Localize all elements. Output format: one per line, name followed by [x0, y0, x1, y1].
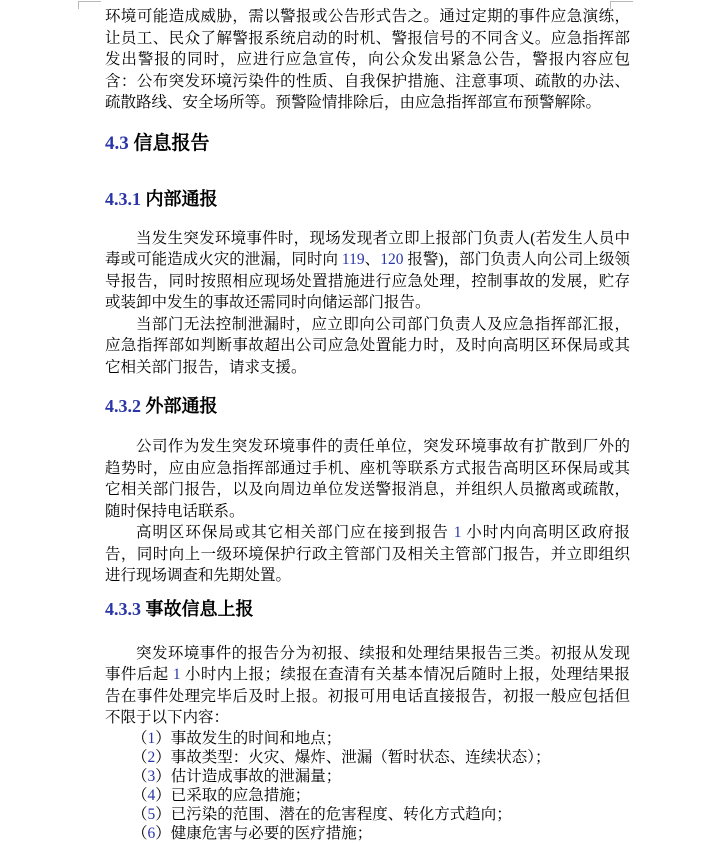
external-notification-paragraph-1: 公司作为发生突发环境事件的责任单位，突发环境事故有扩散到厂外的趋势时，应由应急指挥部通过手机、座机等联系方式报告高明区环保局或其它相关部门报告，以及向周边单位发送警报消息，并组织人员撤离或疏散，随时保持电话联系。: [105, 438, 630, 520]
heading-4-3-2-external-notification: 4.3.2 外部通报: [105, 396, 218, 416]
external-notification-paragraph-2: 高明区环保局或其它相关部门应在接到报告 1 小时内向高明区政府报告，同时向上一级环境保护行政主管部门及相关主管部门报告，并立即组织进行现场调查和先期处置。: [105, 524, 630, 584]
internal-notification-paragraph-1: 当发生突发环境事件时，现场发现者立即上报部门负责人(若发生人员中毒或可能造成火灾的泄漏，同时向 119、120 报警)，部门负责人向公司上级领导报告，同时按照相应现场处置措施进行应急处理，控制事故的发展，贮存或装卸中发生的事故还需同时向储运部门报告。: [105, 229, 630, 311]
heading-4-3-3-accident-info-report: 4.3.3 事故信息上报: [105, 598, 254, 619]
accident-report-paragraph: 突发环境事件的报告分为初报、续报和处理结果报告三类。初报从发现事件后起 1 小时内上报；续报在查清有关基本情况后随时上报，处理结果报告在事件处理完毕后及时上报。初报可用电话直接报告，初报一般应包括但不限于以下内容：: [105, 644, 630, 726]
heading-4-3-information-report: 4.3 信息报告: [105, 132, 210, 154]
list-item-6: （6）健康危害与必要的医疗措施；: [132, 824, 373, 842]
list-item-3: （3）估计造成事故的泄漏量；: [132, 767, 342, 785]
internal-notification-paragraph-2: 当部门无法控制泄漏时，应立即向公司部门负责人及应急指挥部汇报，应急指挥部如判断事故超出公司应急处置能力时，及时向高明区环保局或其它相关部门报告，请求支援。: [105, 315, 630, 376]
heading-4-3-1-internal-notification: 4.3.1 内部通报: [105, 188, 218, 209]
list-item-2: （2）事故类型：火灾、爆炸、泄漏（暂时状态、连续状态）；: [132, 748, 551, 766]
list-item-1: （1）事故发生的时间和地点；: [132, 729, 342, 747]
intro-paragraph: 环境可能造成威胁，需以警报或公告形式告之。通过定期的事件应急演练，让员工、民众了解警报系统启动的时机、警报信号的不同含义。应急指挥部发出警报的同时，应进行应急宣传，向公众发出紧急公告，警报内容应包含：公布突发环境污染件的性质、自我保护措施、注意事项、疏散的办法、疏散路线、安全场所等。预警险情排除后，由应急指挥部宣布预警解除。: [105, 8, 630, 111]
accident-report-list: [105, 729, 630, 843]
list-item-4: （4）已采取的应急措施；: [132, 786, 311, 804]
list-item-5: （5）已污染的范围、潜在的危害程度、转化方式趋向；: [132, 805, 512, 823]
